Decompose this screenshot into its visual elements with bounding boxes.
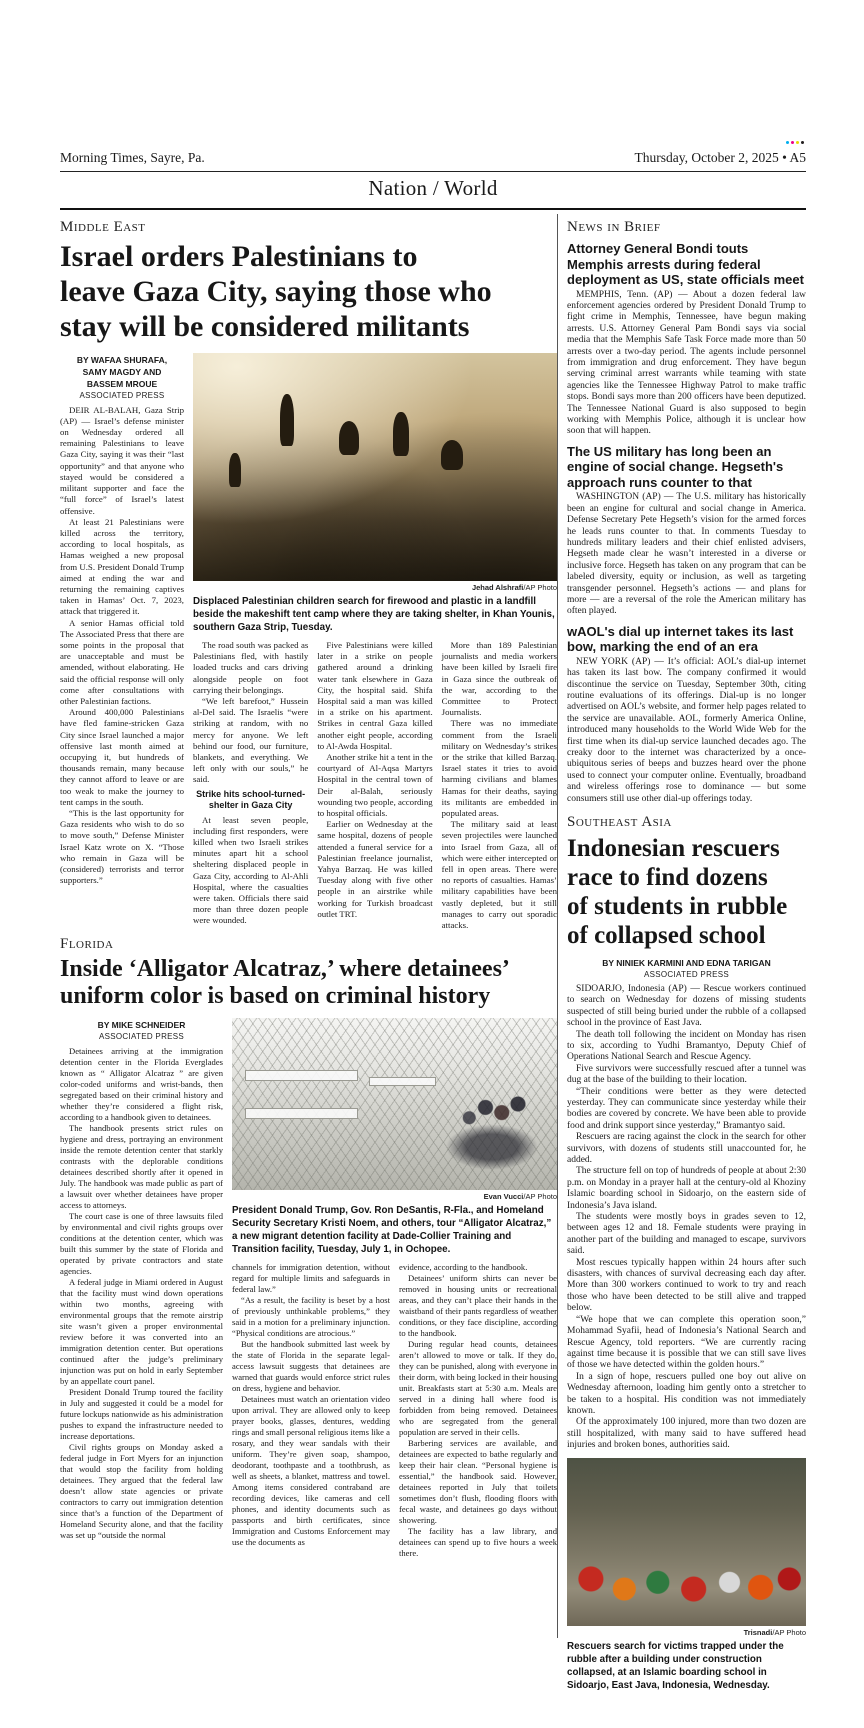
gaza-right-area bbox=[193, 353, 557, 931]
paragraph: The facility has a law library, and detainees can spend up to five hours a week there. bbox=[399, 1526, 557, 1559]
paragraph: MEMPHIS, Tenn. (AP) — About a dozen federal law enforcement agencies ordered by President Donald Trump to fight crime in Memphis, Tennessee, have begun making arrests. U.S. Attorney General Pam Bondi says via social media that the Memphis Safe Task Force made more than 50 arrests over a two-day period. The agents include personnel from immigration and drug enforcement. They have begun serving criminal arrest warrants while teaming with state agencies like the Tennessee Highway Patrol to make traffic stops. Bondi says more than 200 officers have been deputized. The Tennessee National Guard is also supposed to begin working with Memphis Police, although it is unclear how soon that will happen. bbox=[567, 289, 806, 437]
right-rail bbox=[558, 214, 806, 1698]
paragraph: Five Palestinians were killed later in a strike on people gathered around a drinking water tank elsewhere in Gaza City, the hospital said. Shifa Hospital said a man was killed in a strike on his apartment. Strikes in central Gaza killed another eight people, according to Al-Awda Hospital. bbox=[317, 640, 433, 751]
headline-line: race to find dozens bbox=[567, 864, 768, 892]
indonesia-photo-credit bbox=[567, 1628, 806, 1637]
gaza-photo-credit bbox=[193, 583, 557, 592]
photo-figure-silhouette bbox=[339, 421, 359, 455]
florida-headline bbox=[60, 956, 557, 1010]
headline-line: Indonesian rescuers bbox=[567, 835, 780, 863]
photo-figure-silhouette bbox=[393, 412, 409, 456]
paragraph: The structure fell on top of hundreds of people at about 2:30 p.m. on Monday in a prayer hall at the century-old al Khoziny Islamic boarding school in Sidoarjo, on the eastern side of Indonesia’s Java island. bbox=[567, 1166, 806, 1211]
paragraph: A federal judge in Miami ordered in August that the facility must wind down operations within two months, agreeing with environmental groups that the remote airstrip site wasn’t given a proper environmental review before it was converted into an immigration detention center. But operations continued after the judge’s preliminary injunction was put on hold in early September by an appellate court panel. bbox=[60, 1277, 223, 1387]
paragraph: The road south was packed as Palestinians fled, with hastily loaded trucks and cars driving alongside people on foot carrying their belongings. bbox=[193, 640, 309, 695]
brief-headline-2: The US military has long been an engine of social change. Hegseth's approach runs counter to that bbox=[567, 443, 784, 490]
paragraph: Detainees’ uniform shirts can never be removed in housing units or recreational areas, and they can’t place their hands in the waistband of their pants regardless of weather conditions, or they face discipline, according to the handbook. bbox=[399, 1273, 557, 1339]
paragraph: “This is the last opportunity for Gaza residents who wish to do so to move south,” Defense Minister Israel Katz wrote on X. “Those who remain in Gaza will be (considered) terrorists and terror supporters.” bbox=[60, 807, 184, 886]
paragraph: DEIR AL-BALAH, Gaza Strip (AP) — Israel’s defense minister on Wednesday ordered all remaining Palestinians to leave Gaza City, saying it was their “last opportunity” and that anyone who stayed would be considered a militant supporter and face the “full force” of Israel’s latest offensive. bbox=[60, 404, 184, 516]
indonesia-photo-caption: Rescuers search for victims trapped under the rubble after a building under construction collapsed, at an Islamic boarding school in Sidoarjo, East Java, Indonesia, Wednesday. bbox=[567, 1640, 784, 1691]
alcatraz-photo bbox=[232, 1018, 557, 1190]
page-header bbox=[60, 150, 806, 210]
photo-bunk-bed bbox=[245, 1070, 358, 1081]
credit-name: Trisnadi bbox=[743, 1627, 773, 1637]
brief-body-1 bbox=[567, 290, 806, 438]
headline-line: of students in rubble bbox=[567, 893, 788, 921]
indonesia-headline bbox=[567, 834, 806, 950]
masthead-publication: Morning Times, Sayre, Pa. bbox=[60, 150, 205, 165]
paragraph: Rescuers are racing against the clock in the search for other survivors, with dozens of students still unaccounted for, he added. bbox=[567, 1132, 806, 1166]
indonesia-byline: BY NINIEK KARMINI AND EDNA TARIGAN bbox=[602, 958, 771, 969]
gaza-photo-caption: Displaced Palestinian children search for firewood and plastic in a landfill beside the makeshift tent camp where they are taking shelter, in Khan Younis, southern Gaza Strip, Tuesday. bbox=[193, 596, 555, 633]
florida-photo-credit bbox=[232, 1192, 557, 1201]
paragraph: “As a result, the facility is beset by a host of previously unthinkable problems,” they said in a motion for a preliminary injunction. “Physical conditions are atrocious.” bbox=[232, 1295, 390, 1339]
kicker-news-in-brief: News in Brief bbox=[567, 219, 661, 235]
brief-body-2 bbox=[567, 492, 806, 617]
paragraph: Detainees must watch an orientation video upon arrival. They are allowed only to keep prayer books, glasses, dentures, wedding rings and small personal religious items like a rosary, and they wear sandals with their uniform. They’re given soap, shampoo, deodorant, toothpaste and a toothbrush, as well as sheets, a blanket, mattress and towel. Among items considered contraband are recording devices, like cameras and cell phones, and identity documents such as passports and birth certificates, since Immigration and Customs Enforcement may use the documents as bbox=[232, 1394, 390, 1548]
gaza-byline-org: ASSOCIATED PRESS bbox=[79, 390, 165, 400]
headline-line: leave Gaza City, saying those who bbox=[60, 275, 492, 308]
paragraph: Another strike hit a tent in the courtyard of Al-Aqsa Martyrs Hospital in the central town of Deir al-Balah, seriously wounding two people, according to hospital officials. bbox=[317, 752, 433, 819]
paragraph: The military said at least seven projectiles were launched into Israel from Gaza, all of which were either intercepted or fell in open areas. There were no reports of casualties. Hamas’ military capabilities have been vastly depleted, but it still manages to carry out sporadic attacks. bbox=[441, 819, 557, 931]
gaza-column-1 bbox=[60, 353, 184, 931]
paragraph: The handbook presents strict rules on hygiene and dress, portraying an environment inside the remote detention center that starkly contrasts with the deplorable conditions detainees described shortly after it opened in July. The handbook was made public as part of a lawsuit over whether detainees have proper access to attorneys. bbox=[60, 1123, 223, 1211]
gaza-subhead: Strike hits school-turned-shelter in Gaza City bbox=[196, 788, 306, 811]
brief-body-3 bbox=[567, 657, 806, 805]
paragraph: “Their conditions were better as they were detected yesterday. They can communicate since yesterday while their bodies are covered by concrete. We have been able to provide food and drink support since yesterday,” Bramantyo said. bbox=[567, 1086, 806, 1131]
florida-column-2 bbox=[232, 1262, 390, 1559]
masthead bbox=[60, 150, 806, 171]
gaza-byline: BY WAFAA SHURAFA, SAMY MAGDY AND BASSEM MROUE bbox=[76, 355, 168, 389]
florida-figure bbox=[232, 1018, 557, 1256]
gaza-figure bbox=[193, 353, 557, 634]
headline-line: uniform color is based on criminal history bbox=[60, 983, 491, 1010]
left-region bbox=[60, 214, 557, 1698]
gaza-column-2 bbox=[193, 640, 308, 931]
credit-name: Evan Vucci bbox=[483, 1192, 524, 1202]
paragraph: At least 21 Palestinians were killed across the territory, according to local hospitals, as Hamas weighed a new proposal from U.S. President Donald Trump aimed at ending the war and returning the remaining captives taken in Hamas’ Oct. 7, 2023, attack that triggered it. bbox=[60, 516, 184, 617]
article-gaza bbox=[60, 219, 557, 931]
paragraph: There was no immediate comment from the Israeli military on Wednesday’s strikes or the strike that killed Barzaq. Israel states it tries to avoid harming civilians and blames Hamas for their deaths, saying its militants are embedded in populated areas. bbox=[441, 718, 557, 819]
banner-rule bbox=[60, 208, 806, 210]
paragraph: channels for immigration detention, without regard for multiple limits and safeguards in federal law.” bbox=[232, 1262, 390, 1295]
kicker-middle-east: Middle East bbox=[60, 219, 146, 235]
gaza-col2-text-a bbox=[193, 640, 308, 786]
paragraph: “We hope that we can complete this operation soon,” Mohammad Syafii, head of Indonesia’s National Search and Rescue Agency, told reporters. “We are currently racing against time because it is possible that we can still save lives of those we have detected within the golden hours.” bbox=[567, 1314, 806, 1371]
paragraph: Barbering services are available, and detainees are expected to bathe regularly and keep their hair clean. “Personal hygiene is essential,” the handbook said. However, detainees reported in July that toilets sometimes don’t flush, flooding floors with fecal waste, and detainees go days without showering. bbox=[399, 1438, 557, 1526]
photo-figure-silhouette bbox=[280, 394, 294, 446]
paragraph: In a sign of hope, rescuers pulled one boy out alive on Wednesday afternoon, loading him gently onto a stretcher to be taken to a hospital. His condition was not immediately known. bbox=[567, 1371, 806, 1416]
photo-bunk-bed bbox=[245, 1108, 358, 1119]
section-banner: Nation / World bbox=[368, 176, 498, 200]
florida-photo-caption: President Donald Trump, Gov. Ron DeSantis, R-Fla., and Homeland Security Secretary Kristi Noem, and others, tour “Alligator Alcatraz,” a new migrant detention facility at Dade-Collier Training and Transition facility, Tuesday, July 1, in Ochopee. bbox=[232, 1205, 552, 1256]
page-content bbox=[60, 214, 806, 1698]
indonesia-photo bbox=[567, 1458, 806, 1626]
paragraph: Around 400,000 Palestinians have fled famine-stricken Gaza City since Israel launched a major offensive last month aimed at occupying it, but hundreds of thousands remain, many because they cannot afford to leave or are too weak to make the journey to tent camps in the south. bbox=[60, 707, 184, 807]
indonesia-body bbox=[567, 984, 806, 1452]
paragraph: But the handbook submitted last week by the state of Florida in the separate legal-access lawsuit suggests that detainees are warned that guards would enforce strict rules on dress, hygiene and behavior. bbox=[232, 1339, 390, 1394]
brief-headline-3: wAOL's dial up internet takes its last bow, marking the end of an era bbox=[567, 623, 794, 655]
headline-line: Inside ‘Alligator Alcatraz,’ where detainees’ bbox=[60, 956, 510, 983]
paragraph: Of the approximately 100 injured, more than two dozen are still hospitalized, with many said to have suffered head injuries and broken bones, authorities said. bbox=[567, 1417, 806, 1451]
paragraph: Five survivors were successfully rescued after a tunnel was dug at the base of the building to their location. bbox=[567, 1063, 806, 1086]
kicker-southeast-asia: Southeast Asia bbox=[567, 814, 672, 831]
florida-column-1 bbox=[60, 1018, 223, 1559]
photo-bunk-bed bbox=[369, 1077, 436, 1086]
indonesia-byline-org: ASSOCIATED PRESS bbox=[643, 969, 730, 979]
registration-marks-icon bbox=[786, 141, 804, 144]
paragraph: More than 189 Palestinian journalists and media workers have been killed by Israeli fire in Gaza since the outbreak of the war, according to the Committee to Protect Journalists. bbox=[441, 640, 557, 718]
paragraph: At least seven people, including first responders, were killed when two Israeli strikes minutes apart hit a school sheltering displaced people in Gaza City, according to Al-Ahli Hospital, where the casualties were taken. Officials there said more than three dozen people were wounded. bbox=[193, 814, 309, 926]
photo-figure-silhouette bbox=[229, 453, 241, 487]
florida-column-3 bbox=[399, 1262, 557, 1559]
paragraph: Detainees arriving at the immigration detention center in the Florida Everglades known as “ Alligator Alcatraz ” are given color-coded uniforms and wrist-bands, then segregated based on their criminal history and whether they’re considered a flight risk, according to a handbook given to detainees. bbox=[60, 1046, 223, 1123]
paragraph: “We left barefoot,” Hussein al-Del said. The Israelis “were striking at random, with no mercy for anyone. We left behind our food, our furniture, blankets, and everything. We left only with our souls,” he said. bbox=[193, 696, 309, 785]
paragraph: The death toll following the incident on Monday has risen to six, according to Yudhi Bramantyo, Deputy Chief of Operations National Search and Rescue Agency. bbox=[567, 1029, 806, 1063]
gaza-col1-text bbox=[60, 405, 184, 887]
credit-suffix: /AP Photo bbox=[523, 583, 557, 592]
paragraph: Civil rights groups on Monday asked a federal judge in Fort Myers for an injunction that would stop the facility from holding detainees. They argued that the federal law doesn’t allow state agencies or private contractors to carry out immigration detention since that’s a function of the Department of Homeland Security alone, and that the facility was set up “outside the normal bbox=[60, 1442, 223, 1541]
photo-figure-silhouette bbox=[441, 440, 463, 470]
headline-line: Israel orders Palestinians to bbox=[60, 240, 418, 273]
florida-col1-text bbox=[60, 1046, 223, 1541]
gaza-column-3 bbox=[317, 640, 432, 931]
florida-byline-org: ASSOCIATED PRESS bbox=[98, 1032, 185, 1042]
gaza-headline bbox=[60, 239, 557, 344]
article-florida bbox=[60, 936, 557, 1559]
credit-suffix: /AP Photo bbox=[523, 1192, 557, 1202]
paragraph: Earlier on Wednesday at the same hospital, dozens of people attended a funeral service for a Palestinian freelance journalist, Yahya Barzaq. He was killed Tuesday along with five other people in an airstrike while working for Turkish broadcast outlet TRT. bbox=[317, 819, 433, 919]
paragraph: evidence, according to the handbook. bbox=[399, 1262, 528, 1273]
masthead-date-page: Thursday, October 2, 2025 • A5 bbox=[634, 150, 806, 165]
gaza-column-4 bbox=[442, 640, 557, 931]
florida-byline: BY MIKE SCHNEIDER bbox=[97, 1020, 186, 1031]
brief-headline-1: Attorney General Bondi touts Memphis arrests during federal deployment as US, state officials meet bbox=[567, 241, 804, 287]
paragraph: A senior Hamas official told The Associated Press that there are some points in the proposal that are unacceptable and must be amended, without elaborating. He said the official response will only come after consultations with other Palestinian factions. bbox=[60, 617, 184, 706]
headline-line: of collapsed school bbox=[567, 922, 766, 950]
florida-right-area bbox=[232, 1018, 557, 1559]
credit-suffix: /AP Photo bbox=[772, 1627, 806, 1637]
paragraph: NEW YORK (AP) — It’s official: AOL’s dial-up internet has taken its last bow. The company confirmed it would discontinue the service on Tuesday, September 30th, citing routine evaluations of its offerings. Dial-up is no longer advertised on AOL’s website, and former help pages related to the service are unavailable. AOL, formerly America Online, introduced many households to the World Wide Web for the first time when its dial-up service launched decades ago. The creaky door to the internet was characterized by a once-ubiquitous series of beeps and buzzes heard over the phone used to connect your computer online. Eventually, broadband and wireless offerings rose to dominance — but some consumers still use other dial-up offerings today. bbox=[567, 656, 806, 804]
paragraph: President Donald Trump toured the facility in July and suggested it could be a model for future lockups nationwide as his administration pushes to expand the infrastructure needed to increase deportations. bbox=[60, 1387, 224, 1442]
gaza-photo bbox=[193, 353, 557, 581]
paragraph: The court case is one of three lawsuits filed by environmental and civil rights groups over conditions at the detention center, which was built this summer by the state of Florida and operated by private contractors and state agencies. bbox=[60, 1211, 223, 1277]
paragraph: SIDOARJO, Indonesia (AP) — Rescue workers continued to search on Wednesday for dozens of missing students suspected of still being buried under the rubble of a collapsed school in the province of East Java. bbox=[567, 983, 806, 1029]
article-indonesia bbox=[567, 814, 806, 1692]
paragraph: The students were mostly boys in grades seven to 12, between ages 12 and 18. Female students were praying in another part of the building and managed to escape, survivors said. bbox=[567, 1212, 806, 1257]
credit-name: Jehad Alshrafi bbox=[471, 583, 524, 592]
headline-line: stay will be considered militants bbox=[60, 310, 470, 343]
kicker-florida: Florida bbox=[60, 936, 114, 953]
paragraph: Most rescues typically happen within 24 hours after such disasters, with chances of survival decreasing each day after. More than 300 workers continued to work to try and reach those who have been detected to be still alive and trapped below. bbox=[567, 1257, 806, 1314]
news-in-brief bbox=[567, 219, 806, 805]
paragraph: WASHINGTON (AP) — The U.S. military has historically been an engine for cultural and social change in America. Defense Secretary Pete Hegseth’s vision for the armed forces he leads runs counter to that. In comments Tuesday to hundreds military leaders and their chief enlisted advisers, Hegseth made clear he wasn’t interested in a diverse or inclusive force. Hegseth has taken on any program that can be labeled diversity, equity or inclusion, as well as targeting transgender personnel. Hegseth’s actions — and plans for more — are a reversal of the role the American military has often played. bbox=[567, 492, 806, 617]
indonesia-figure bbox=[567, 1458, 806, 1692]
gaza-col2-text-b bbox=[193, 815, 308, 927]
paragraph: During regular head counts, detainees aren’t allowed to move or talk. If they do, they can be punished, along with everyone in their dorm, with being locked in their housing unit. Breakfasts start at 5:30 a.m. Meals are served in a dining hall where food is forbidden from being removed. Detainees who are segregated from the general population are served in their cells. bbox=[399, 1339, 558, 1438]
